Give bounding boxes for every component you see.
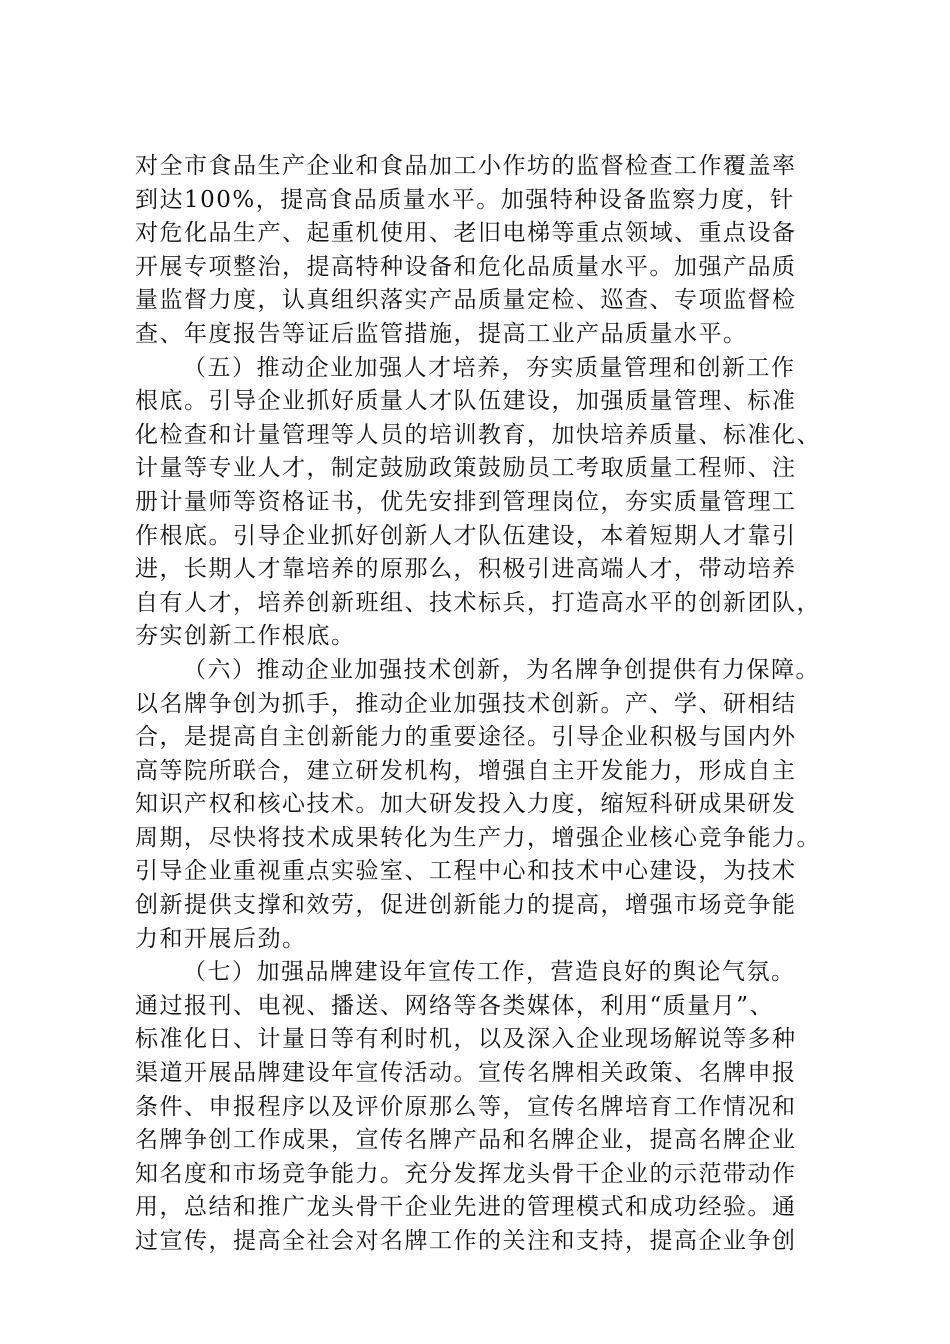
text-line: 对全市食品生产企业和食品加工小作坊的监督检查工作覆盖率 <box>135 153 797 179</box>
text-line: 化检查和计量管理等人员的培训教育，加快培养质量、标准化、 <box>135 421 821 448</box>
text-line: 查、年度报告等证后监管措施，提高工业产品质量水平。 <box>135 320 748 347</box>
text-line: 知识产权和核心技术。加大研发投入力度，缩短科研成果研发 <box>135 791 797 818</box>
text-line: 册计量师等资格证书，优先安排到管理岗位，夯实质量管理工 <box>135 488 797 515</box>
text-line: 渠道开展品牌建设年宣传活动。宣传名牌相关政策、名牌申报 <box>135 1060 797 1087</box>
text-line: 进，长期人才靠培养的原那么，积极引进高端人才，带动培养 <box>135 556 797 583</box>
text-line: 到达100%，提高食品质量水平。加强特种设备监察力度，针 <box>135 186 795 213</box>
text-line: 计量等专业人才，制定鼓励政策鼓励员工考取质量工程师、注 <box>135 455 797 482</box>
text-line: 力和开展后劲。 <box>135 925 307 952</box>
text-line: 高等院所联合，建立研发机构，增强自主开发能力，形成自主 <box>135 757 797 784</box>
text-line: 合，是提高自主创新能力的重要途径。引导企业积极与国内外 <box>135 724 797 751</box>
text-line: 引导企业重视重点实验室、工程中心和技术中心建设，为技术 <box>135 858 797 885</box>
text-line: 用，总结和推广龙头骨干企业先进的管理模式和成功经验。通 <box>135 1194 797 1221</box>
section-heading-line: （六）推动企业加强技术创新，为名牌争创提供有力保障。 <box>183 656 820 683</box>
text-line: 夯实创新工作根底。 <box>135 623 356 650</box>
text-line: 作根底。引导企业抓好创新人才队伍建设，本着短期人才靠引 <box>135 522 797 549</box>
text-line: 自有人才，培养创新班组、技术标兵，打造高水平的创新团队， <box>135 589 821 616</box>
text-line: 开展专项整治，提高特种设备和危化品质量水平。加强产品质 <box>135 253 797 280</box>
text-line: 条件、申报程序以及评价原那么等，宣传名牌培育工作情况和 <box>135 1093 797 1120</box>
text-line: 过宣传，提高全社会对名牌工作的关注和支持，提高企业争创 <box>135 1228 797 1254</box>
text-line: 以名牌争创为抓手，推动企业加强技术创新。产、学、研相结 <box>135 690 797 717</box>
section-heading-line: （七）加强品牌建设年宣传工作，营造良好的舆论气氛。 <box>183 959 796 986</box>
text-line: 对危化品生产、起重机使用、老旧电梯等重点领域、重点设备 <box>135 220 797 247</box>
text-line: 通过报刊、电视、播送、网络等各类媒体，利用“质量月”、 <box>135 992 775 1019</box>
text-line: 名牌争创工作成果，宣传名牌产品和名牌企业，提高名牌企业 <box>135 1127 797 1154</box>
text-line: 知名度和市场竞争能力。充分发挥龙头骨干企业的示范带动作 <box>135 1160 797 1187</box>
text-line: 标准化日、计量日等有利时机，以及深入企业现场解说等多种 <box>135 1026 797 1053</box>
text-line: 创新提供支撑和效劳，促进创新能力的提高，增强市场竞争能 <box>135 892 797 919</box>
body-text <box>135 150 835 1259</box>
text-line: 根底。引导企业抓好质量人才队伍建设，加强质量管理、标准 <box>135 388 797 415</box>
text-line: 周期，尽快将技术成果转化为生产力，增强企业核心竞争能力。 <box>135 824 821 851</box>
text-line: 量监督力度，认真组织落实产品质量定检、巡查、专项监督检 <box>135 287 797 314</box>
section-heading-line: （五）推动企业加强人才培养，夯实质量管理和创新工作 <box>183 354 796 381</box>
